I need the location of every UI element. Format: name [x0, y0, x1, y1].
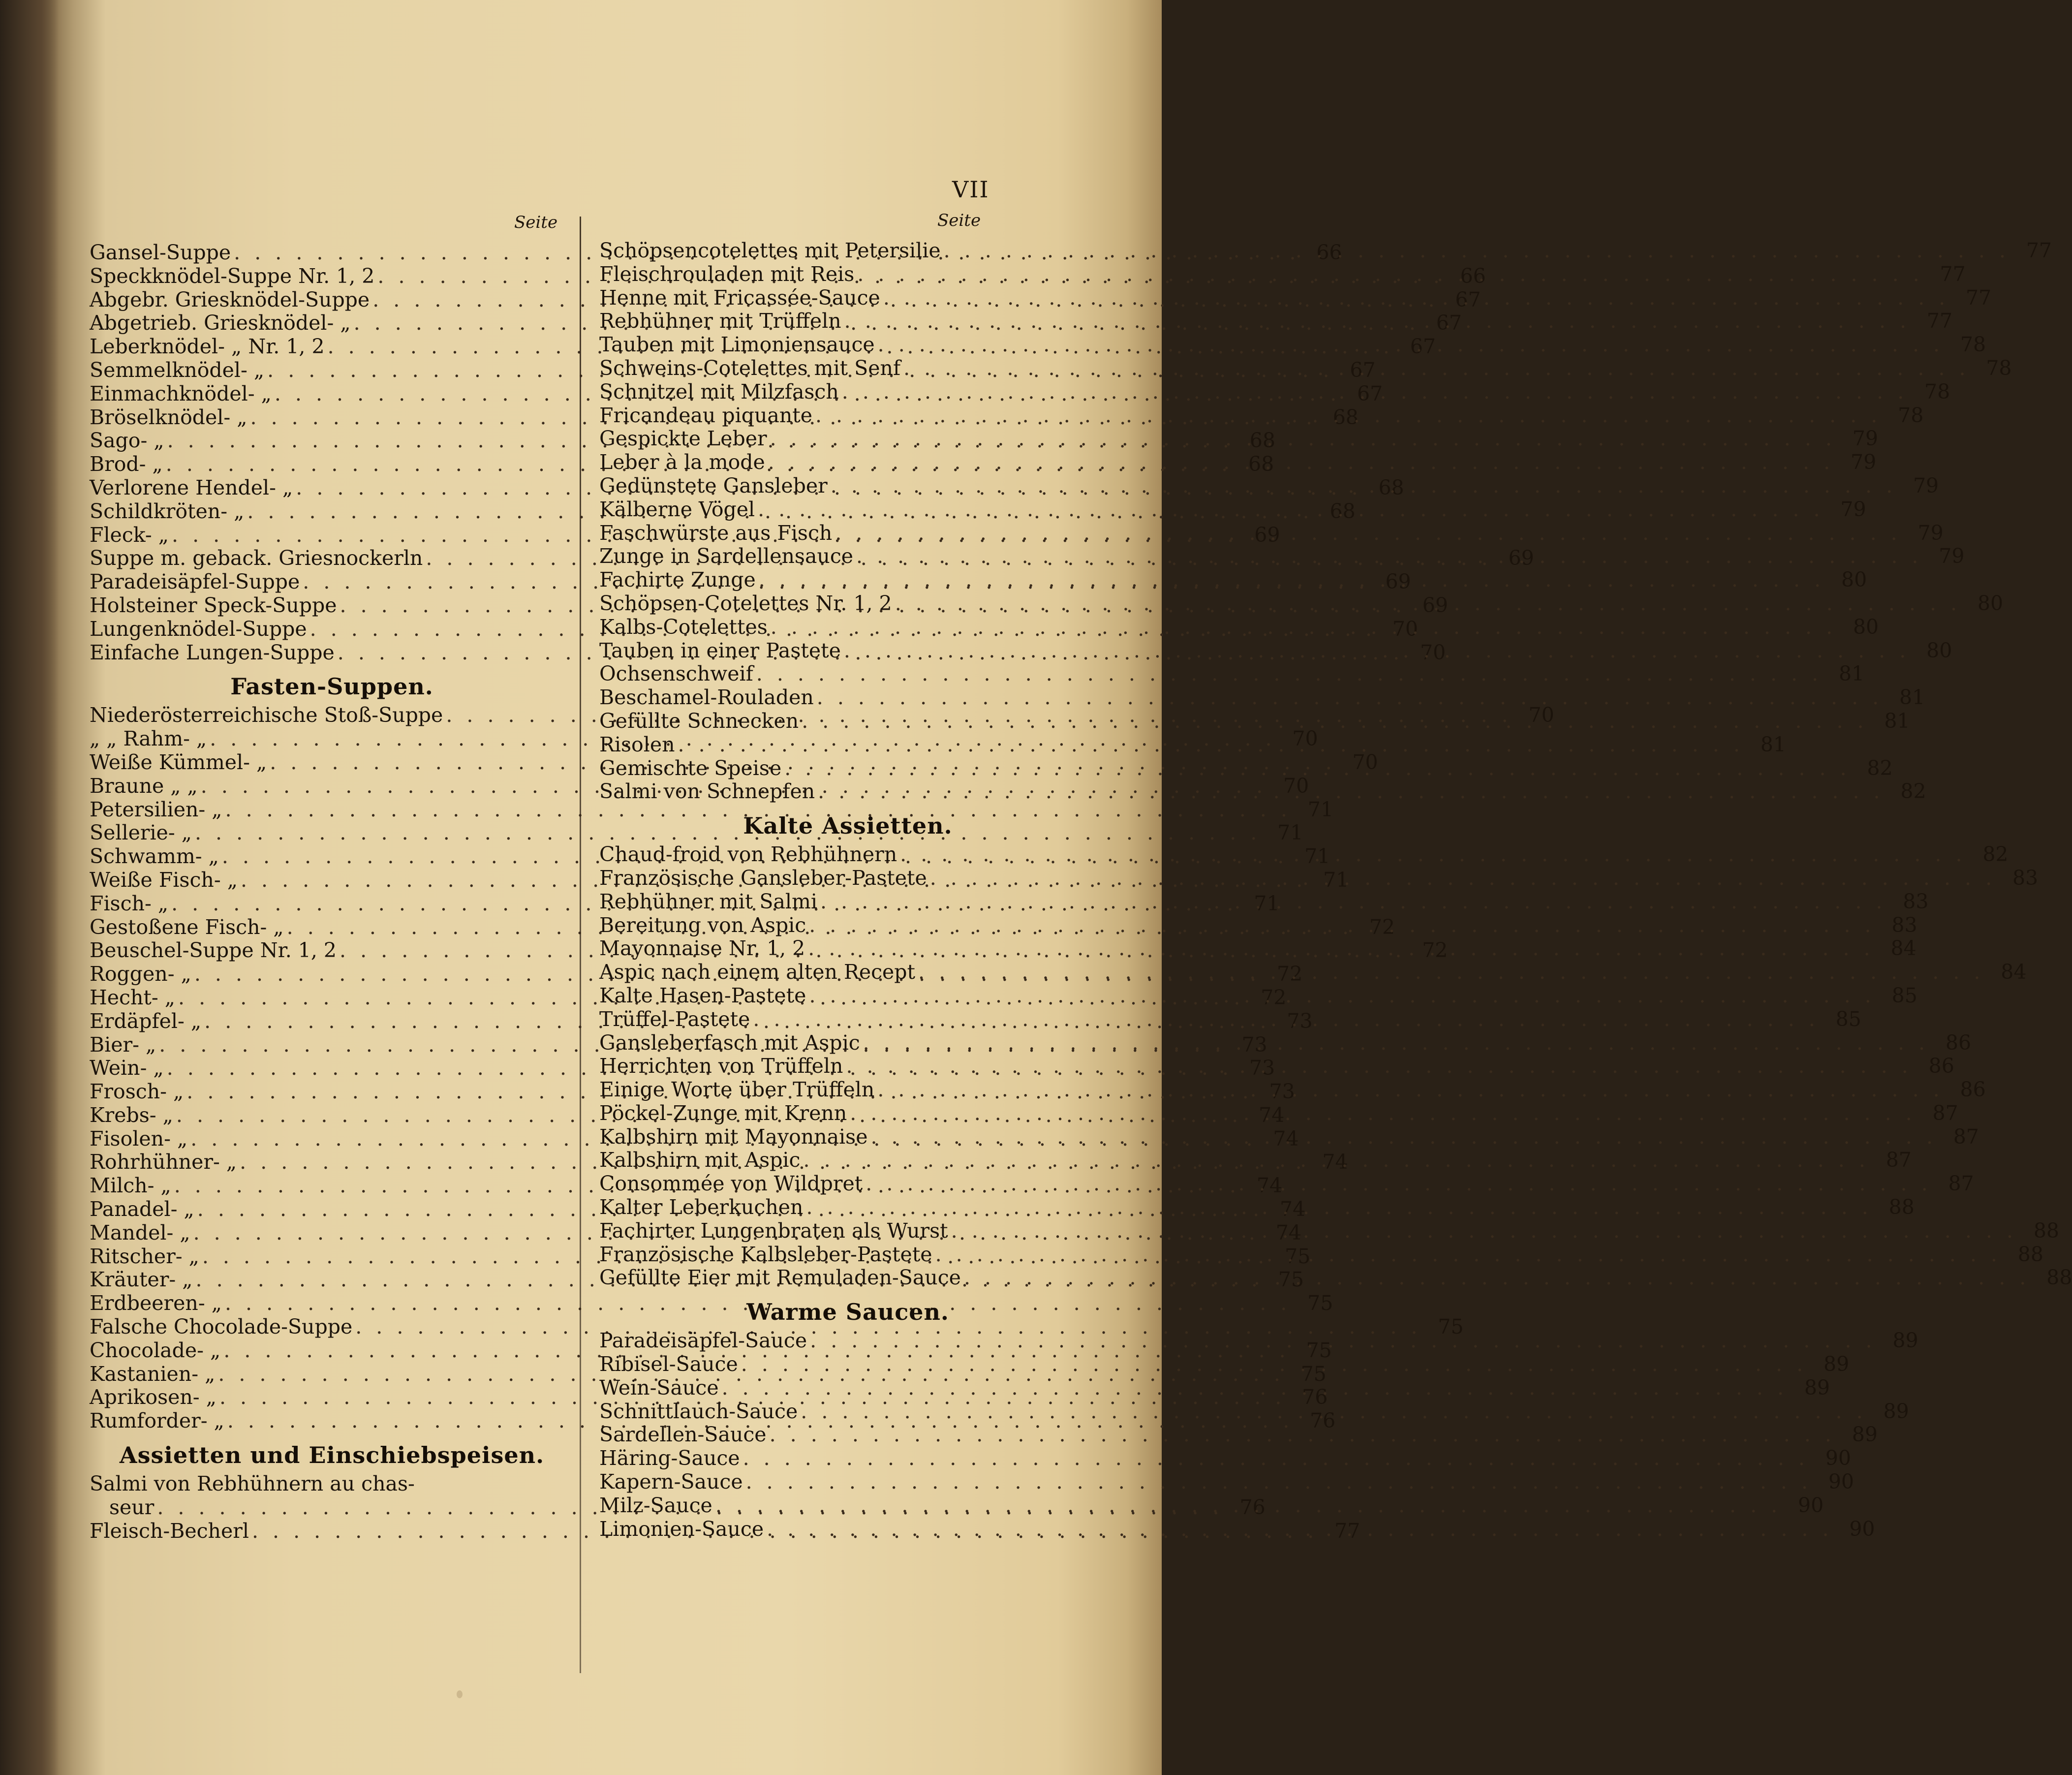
entry-page: 71: [1307, 797, 1333, 821]
entry-page: 80: [1977, 591, 2004, 615]
entry-title: Kalter Leberkuchen: [599, 1195, 804, 1219]
entry-title: Schöpsen-Cotelettes Nr. 1, 2: [599, 591, 892, 615]
dot-leader: [856, 545, 1922, 568]
entry-title: Consommée von Wildpret: [599, 1172, 863, 1196]
entry-page: 84: [2001, 960, 2027, 984]
entry-page: 78: [1924, 379, 1950, 404]
entry-page: 87: [1953, 1124, 1979, 1149]
entry-title: Brod- „: [90, 452, 163, 476]
entry-title: Bier- „: [90, 1032, 156, 1057]
entry-title: Schwamm- „: [90, 844, 219, 869]
dot-leader: [817, 686, 1883, 710]
entry-page: 79: [1913, 473, 1939, 498]
dot-leader: [806, 1196, 1872, 1219]
entry-title: Aspic nach einem alten Recept: [599, 960, 916, 984]
dot-leader: [753, 1008, 1819, 1031]
toc-entry: [90, 1315, 1464, 1339]
entry-page: 70: [1283, 774, 1309, 798]
dot-leader: [903, 357, 1969, 380]
entry-title: Beschamel-Rouladen: [599, 685, 814, 710]
entry-page: 67: [1357, 381, 1383, 405]
entry-title: Gansleberfasch mit Aspic: [599, 1030, 860, 1055]
dot-leader: [758, 498, 1824, 522]
entry-title: Roggen- „: [90, 962, 191, 986]
entry-page: 83: [1891, 913, 1917, 937]
entry-page: 74: [1256, 1174, 1283, 1198]
entry-page: 73: [1249, 1056, 1275, 1080]
entry-title: Gestoßene Fisch- „: [90, 915, 284, 939]
dot-leader: [930, 867, 1996, 890]
entry-page: 68: [1378, 475, 1404, 499]
entry-title: Kalbs-Cotelettes: [599, 615, 768, 639]
entry-page: 82: [1900, 779, 1926, 804]
entry-title: Erdäpfel- „: [90, 1009, 202, 1033]
entry-title: Fisolen- „: [90, 1126, 188, 1151]
entry-title: Schöpsencotelettes mit Petersilie: [599, 239, 941, 262]
entry-title: Wein- „: [90, 1056, 164, 1080]
dot-leader: [809, 984, 1875, 1008]
entry-page: 74: [1280, 1197, 1306, 1221]
entry-title: Holsteiner Speck-Suppe: [90, 593, 337, 617]
entry-title: Paradeisäpfel-Suppe: [90, 570, 300, 594]
entry-page: 86: [1960, 1078, 1986, 1102]
entry-page: 70: [1420, 640, 1446, 664]
entry-title: Fleck- „: [90, 523, 169, 547]
dot-leader: [767, 1518, 1832, 1541]
dot-leader: [804, 1149, 1869, 1172]
entry-title: Erdbeeren- „: [90, 1291, 222, 1315]
entry-title: Milch- „: [90, 1174, 171, 1198]
toc-entry: [599, 1446, 1851, 1470]
entry-page: 79: [1840, 497, 1866, 521]
dot-leader: [895, 592, 1961, 616]
entry-title: Verlorene Hendel- „: [90, 475, 293, 499]
dot-leader: [844, 639, 1910, 663]
entry-title: Chaud-froid von Rebhühnern: [599, 842, 897, 867]
entry-page: 71: [1304, 844, 1330, 869]
entry-title: Suppe m. geback. Griesnockerln: [90, 546, 423, 570]
dot-leader: [770, 1423, 1835, 1447]
entry-title: Herrichten von Trüffeln: [599, 1054, 843, 1078]
dot-leader: [810, 1329, 1876, 1353]
dot-leader: [784, 757, 1850, 780]
entry-title: seur: [109, 1495, 155, 1519]
entry-title: Bröselknödel- „: [90, 405, 247, 429]
entry-title: Frosch- „: [90, 1080, 184, 1104]
entry-page: 89: [1823, 1352, 1850, 1376]
entry-page: 81: [1899, 685, 1925, 710]
dot-leader: [863, 1031, 1929, 1055]
entry-title: Faschwürste aus Fisch: [599, 521, 833, 545]
entry-title: Abgetrieb. Griesknödel- „: [90, 311, 351, 335]
entry-title: Petersilien- „: [90, 797, 222, 821]
entry-title: Rohrhühner- „: [90, 1150, 237, 1174]
entry-page: 84: [1890, 936, 1917, 961]
entry-title: Fricandeau piquante: [599, 403, 812, 427]
entry-title: Tauben mit Limoniensauce: [599, 333, 875, 357]
dot-leader: [722, 1376, 1788, 1400]
entry-page: 76: [1302, 1385, 1328, 1409]
dot-leader: [857, 263, 1923, 286]
entry-page: 66: [1316, 241, 1342, 264]
entry-page: 80: [1926, 638, 1952, 662]
dot-leader: [715, 1494, 1781, 1518]
entry-page: 90: [1825, 1446, 1851, 1470]
entry-title: Trüffel-Pastete: [599, 1007, 750, 1031]
entry-page: 68: [1248, 452, 1274, 476]
dot-leader: [870, 1125, 1936, 1149]
entry-page: 69: [1385, 570, 1411, 594]
dot-leader: [918, 961, 1984, 984]
entry-page: 78: [1960, 333, 1986, 357]
dot-leader: [883, 286, 1949, 310]
entry-page: 68: [1249, 429, 1275, 453]
book-gutter: [0, 0, 59, 1775]
entry-page: 82: [1982, 842, 2009, 867]
entry-title: Gefüllte Eier mit Remuladen-Sauce: [599, 1266, 961, 1290]
toc-entry: [599, 662, 1865, 686]
entry-title: Lungenknödel-Suppe: [90, 617, 307, 641]
entry-title: Krebs- „: [90, 1103, 173, 1127]
entry-page: 79: [1850, 450, 1877, 474]
entry-page: 90: [1849, 1517, 1875, 1541]
entry-title: Kalbshirn mit Aspic: [599, 1148, 801, 1172]
entry-page: 88: [2033, 1218, 2059, 1243]
entry-title: Gefüllte Schnecken: [599, 709, 799, 733]
entry-title: Zunge in Sardellensauce: [599, 544, 854, 568]
entry-title: Einfache Lungen-Suppe: [90, 640, 335, 664]
dot-leader: [815, 404, 1881, 428]
entry-title: Schnitzel mit Milzfasch: [599, 379, 839, 404]
entry-title: Gemischte Speise: [599, 756, 782, 780]
entry-title: Henne mit Fricassée-Sauce: [599, 285, 880, 310]
entry-title: Mandel- „: [90, 1220, 190, 1245]
entry-page: 68: [1330, 499, 1356, 523]
entry-title: Ritscher- „: [90, 1244, 199, 1268]
entry-page: 68: [1332, 405, 1359, 429]
entry-title: Chocolade- „: [90, 1338, 221, 1362]
dot-leader: [842, 380, 1908, 404]
entry-page: 81: [1884, 709, 1910, 733]
entry-title: Gansel-Suppe: [90, 241, 231, 264]
entry-page: 87: [1932, 1101, 1958, 1125]
entry-page: 74: [1322, 1150, 1348, 1174]
entry-page: 67: [1455, 287, 1481, 311]
entry-title: Leber à la mode: [599, 450, 765, 474]
entry-page: 71: [1323, 868, 1349, 892]
entry-title: Fisch- „: [90, 891, 169, 915]
entry-page: 70: [1292, 727, 1318, 751]
dot-leader: [846, 1055, 1912, 1078]
entry-title: Fleisch-Becherl: [90, 1519, 249, 1543]
entry-page: 85: [1891, 983, 1917, 1007]
dot-leader: [877, 1078, 1943, 1102]
entry-page: 86: [1928, 1054, 1954, 1078]
toc-entry: [599, 685, 1925, 710]
dot-leader: [878, 333, 1944, 357]
entry-page: 72: [1277, 962, 1303, 986]
entry-title: Französische Kalbsleber-Pastete: [599, 1242, 932, 1266]
entry-page: 67: [1350, 358, 1376, 382]
section-heading: Fasten-Suppen.: [230, 673, 433, 700]
dot-leader: [900, 843, 1966, 867]
entry-title: Salmi von Schnepfen: [599, 779, 815, 804]
entry-page: 69: [1508, 546, 1534, 570]
section-heading: Assietten und Einschiebspeisen.: [119, 1442, 545, 1469]
entry-page: 89: [1883, 1399, 1909, 1423]
entry-page: 75: [1438, 1315, 1464, 1339]
entry-page: 83: [1903, 889, 1929, 913]
dot-leader: [820, 890, 1886, 914]
entry-title: Pöckel-Zunge mit Krenn: [599, 1101, 847, 1125]
toc-entry: [599, 1470, 1854, 1494]
dot-leader: [801, 1400, 1866, 1424]
entry-page: 72: [1369, 915, 1395, 939]
entry-page: 78: [1898, 403, 1924, 427]
entry-page: 77: [1926, 309, 1953, 333]
entry-title: Rebhühner mit Trüffeln: [599, 309, 841, 333]
entry-page: 72: [1422, 938, 1448, 963]
entry-title: Ochsenschweif: [599, 662, 753, 686]
entry-title: Mayonnaise Nr. 1, 2: [599, 936, 805, 961]
dot-leader: [944, 239, 2010, 263]
entry-page: 81: [1838, 662, 1865, 686]
entry-title: Schildkröten- „: [90, 499, 245, 523]
entry-title: Panadel- „: [90, 1197, 194, 1221]
dot-leader: [850, 1102, 1916, 1125]
entry-page: 70: [1352, 750, 1378, 774]
toc-entry: [90, 797, 1333, 822]
dot-leader: [835, 522, 1901, 545]
left-column-header: Seite: [514, 213, 558, 232]
entry-page: 73: [1269, 1080, 1295, 1104]
entry-page: 69: [1254, 523, 1280, 547]
entry-title: Französische Gansleber-Pastete: [599, 866, 927, 890]
entry-title: Limonien-Sauce: [599, 1517, 764, 1541]
entry-title: Braune „ „: [90, 774, 198, 798]
entry-title: Fachirter Lungenbraten als Wurst: [599, 1218, 948, 1243]
entry-page: 74: [1259, 1103, 1285, 1127]
entry-title: Rumforder- „: [90, 1409, 224, 1433]
entry-page: 89: [1852, 1423, 1878, 1447]
dot-leader: [746, 1470, 1812, 1494]
dot-leader: [844, 310, 1910, 333]
entry-page: 89: [1804, 1375, 1830, 1400]
entry-page: 90: [1798, 1493, 1824, 1517]
entry-title: Abgebr. Griesknödel-Suppe: [90, 287, 370, 311]
entry-page: 67: [1410, 335, 1436, 359]
entry-title: Tauben in einer Pastete: [599, 638, 841, 662]
entry-title: Ribisel-Sauce: [599, 1352, 738, 1376]
entry-title: Kastanien- „: [90, 1362, 216, 1386]
entry-page: 88: [2017, 1242, 2043, 1266]
entry-page: 88: [2046, 1266, 2072, 1290]
dot-leader: [802, 710, 1867, 733]
entry-page: 73: [1287, 1009, 1313, 1033]
entry-title: Semmelknödel- „: [90, 358, 265, 382]
entry-page: 78: [1986, 356, 2012, 380]
section-heading: Warme Saucen.: [746, 1299, 949, 1326]
entry-page: 80: [1841, 568, 1867, 592]
entry-title: Schnittlauch-Sauce: [599, 1399, 798, 1423]
entry-title: Einige Worte über Trüffeln: [599, 1078, 875, 1102]
right-column-header: Seite: [937, 211, 981, 230]
entry-title: Rebhühner mit Salmi: [599, 889, 818, 913]
entry-title: Häring-Sauce: [599, 1446, 740, 1470]
entry-page: 66: [1460, 264, 1486, 288]
entry-page: 74: [1273, 1126, 1299, 1151]
dot-leader: [678, 733, 1744, 757]
entry-page: 80: [1853, 615, 1879, 639]
entry-page: 70: [1392, 617, 1418, 641]
toc-entry: [90, 1472, 574, 1496]
entry-page: 70: [1528, 703, 1554, 727]
dot-leader: [770, 427, 1836, 451]
entry-title: Kapern-Sauce: [599, 1470, 743, 1494]
entry-title: Beuschel-Suppe Nr. 1, 2: [90, 938, 337, 963]
entry-page: 77: [1966, 285, 1992, 310]
dot-leader: [759, 568, 1825, 592]
entry-title: Speckknödel-Suppe Nr. 1, 2: [90, 264, 375, 288]
dot-leader: [818, 780, 1884, 804]
entry-title: Schweins-Cotelettes mit Senf: [599, 356, 901, 380]
entry-page: 83: [2012, 866, 2039, 890]
entry-title: Fleischrouladen mit Reis: [599, 262, 855, 286]
dot-leader: [756, 662, 1822, 686]
entry-title: Hecht- „: [90, 985, 175, 1009]
dot-leader: [831, 474, 1896, 498]
entry-title: Salmi von Rebhühnern au chas-: [90, 1472, 415, 1496]
entry-title: Paradeisäpfel-Sauce: [599, 1329, 807, 1353]
entry-page: 79: [1852, 427, 1878, 451]
entry-page: 79: [1917, 521, 1944, 545]
entry-page: 75: [1306, 1338, 1332, 1362]
entry-title: Falsche Chocolade-Suppe: [90, 1315, 353, 1339]
entry-title: Sago- „: [90, 429, 164, 453]
entry-title: Risolen: [599, 732, 675, 756]
entry-page: 90: [1828, 1470, 1854, 1494]
entry-page: 75: [1278, 1268, 1304, 1292]
entry-title: Weiße Fisch- „: [90, 868, 238, 892]
entry-page: 77: [1334, 1519, 1361, 1543]
entry-page: 69: [1422, 593, 1448, 617]
entry-title: Sardellen-Sauce: [599, 1423, 767, 1447]
dot-leader: [964, 1266, 2030, 1290]
entry-page: 71: [1277, 821, 1303, 845]
dot-leader: [951, 1219, 2017, 1243]
section-heading: Kalte Assietten.: [743, 812, 953, 840]
entry-title: Fachirte Zunge: [599, 568, 756, 592]
entry-title: Bereitung von Aspic: [599, 913, 806, 937]
dot-leader: [771, 616, 1836, 639]
entry-page: 82: [1867, 756, 1893, 780]
entry-page: 88: [1888, 1195, 1915, 1219]
dot-leader: [808, 937, 1874, 961]
entry-page: 67: [1436, 311, 1462, 335]
entry-page: 87: [1886, 1148, 1912, 1172]
entry-page: 89: [1892, 1329, 1918, 1353]
entry-title: Gedünstete Gansleber: [599, 473, 828, 498]
entry-title: Milz-Sauce: [599, 1493, 712, 1517]
entry-title: Kalte Hasen-Pastete: [599, 983, 806, 1007]
entry-page: 71: [1254, 891, 1280, 915]
entry-title: Kräuter- „: [90, 1268, 193, 1292]
entry-title: Weiße Kümmel- „: [90, 750, 267, 774]
entry-page: 75: [1307, 1291, 1333, 1315]
dot-leader: [741, 1353, 1807, 1376]
dot-leader: [809, 914, 1875, 937]
entry-page: 75: [1300, 1362, 1327, 1386]
entry-title: Kälberne Vögel: [599, 497, 755, 521]
entry-title: Gespickte Leber: [599, 427, 767, 451]
entry-title: Kalbshirn mit Mayonnaise: [599, 1124, 868, 1149]
dot-leader: [935, 1243, 2001, 1267]
ink-spot: [457, 1690, 463, 1698]
entry-page: 85: [1835, 1007, 1861, 1031]
entry-page: 74: [1275, 1220, 1301, 1245]
page-number: VII: [952, 176, 990, 203]
dot-leader: [768, 451, 1834, 474]
dot-leader: [866, 1172, 1931, 1196]
entry-title: Einmachknödel- „: [90, 381, 272, 405]
entry-page: 81: [1760, 732, 1786, 756]
entry-page: 77: [2026, 239, 2052, 262]
dot-leader: [743, 1447, 1809, 1470]
entry-page: 76: [1239, 1495, 1266, 1519]
entry-page: 79: [1939, 544, 1965, 568]
entry-page: 72: [1261, 985, 1287, 1009]
entry-page: 86: [1945, 1030, 1972, 1055]
entry-title: Sellerie- „: [90, 821, 192, 845]
entry-title: Leberknödel- „ Nr. 1, 2: [90, 335, 325, 359]
entry-title: „ „ Rahm- „: [90, 727, 207, 751]
entry-title: Niederösterreichische Stoß-Suppe: [90, 703, 443, 727]
entry-title: Wein-Sauce: [599, 1375, 719, 1400]
entry-page: 76: [1310, 1409, 1336, 1433]
entry-title: Aprikosen- „: [90, 1385, 216, 1409]
entry-page: 75: [1285, 1244, 1311, 1268]
entry-page: 73: [1241, 1032, 1268, 1057]
entry-page: 87: [1948, 1172, 1974, 1196]
entry-page: 77: [1940, 262, 1966, 286]
toc-entry: [599, 1423, 1878, 1447]
